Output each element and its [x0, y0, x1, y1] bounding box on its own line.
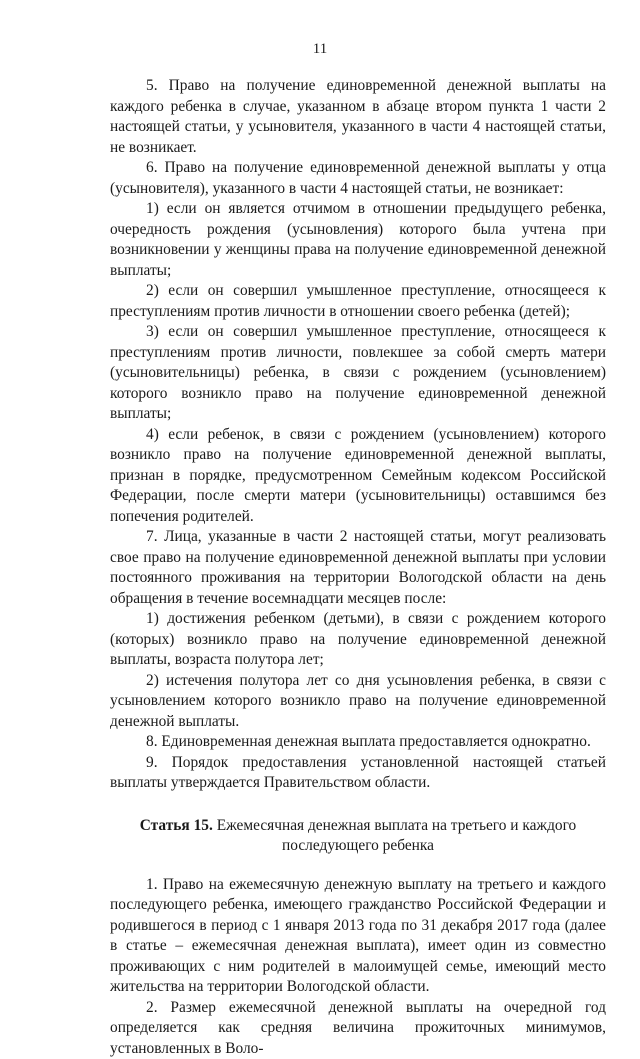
paragraph-article-15-part-1: 1. Право на ежемесячную денежную выплату на третьего и каждого последующего ребенка, имеющего гражданство Российской Федерации и родившегося в период с 1 января 2013 года по 31 декабря 2017 года (далее в статье – ежемесячная денежная выплата), имеет один из совместно проживающих с ним родителей в малоимущей семье, имеющий место жительства на территории Вологодской области.: [110, 875, 606, 998]
paragraph-part-6-item-2: 2) если он совершил умышленное преступление, относящееся к преступлениям против личности в отношении своего ребенка (детей);: [110, 281, 606, 322]
paragraph-part-6-item-3: 3) если он совершил умышленное преступление, относящееся к преступлениям против личности, повлекшее за собой смерть матери (усыновительницы) ребенка, в связи с рождением (усыновлением) которого возникло право на получение единовременной денежной выплаты;: [110, 322, 606, 425]
article-title-line-2: последующего ребенка: [110, 836, 606, 857]
paragraph-part-7-item-1: 1) достижения ребенком (детьми), в связи с рождением которого (которых) возникло право на получение единовременной денежной выплаты, возраста полутора лет;: [110, 609, 606, 671]
page-number: 11: [0, 40, 640, 58]
paragraph-part-7-item-2: 2) истечения полутора лет со дня усыновления ребенка, в связи с усыновлением которого возникло право на получение единовременной денежной выплаты.: [110, 671, 606, 733]
paragraph-part-8: 8. Единовременная денежная выплата предоставляется однократно.: [110, 732, 606, 753]
paragraph-part-6-item-4: 4) если ребенок, в связи с рождением (усыновлением) которого возникло право на получение единовременной денежной выплаты, признан в порядке, предусмотренном Семейным кодексом Российской Федерации, после смерти матери (усыновительницы) оставшимся без попечения родителей.: [110, 425, 606, 528]
paragraph-part-7: 7. Лица, указанные в части 2 настоящей статьи, могут реализовать свое право на получение единовременной денежной выплаты при условии постоянного проживания на территории Вологодской области на день обращения в течение восемнадцати месяцев после:: [110, 527, 606, 609]
paragraph-part-6: 6. Право на получение единовременной денежной выплаты у отца (усыновителя), указанного в части 4 настоящей статьи, не возникает:: [110, 158, 606, 199]
article-label: Статья 15.: [140, 817, 213, 834]
paragraph-article-15-part-2: 2. Размер ежемесячной денежной выплаты на очередной год определяется как средняя величина прожиточных минимумов, установленных в Воло-: [110, 998, 606, 1059]
paragraph-part-5: 5. Право на получение единовременной денежной выплаты на каждого ребенка в случае, указанном в абзаце втором пункта 1 части 2 настоящей статьи, у усыновителя, указанного в части 4 настоящей статьи, не возникает.: [110, 76, 606, 158]
paragraph-part-9: 9. Порядок предоставления установленной настоящей статьей выплаты утверждается Правительством области.: [110, 753, 606, 794]
article-heading: [110, 816, 606, 857]
paragraph-part-6-item-1: 1) если он является отчимом в отношении предыдущего ребенка, очередность рождения (усыновления) которого была учтена при возникновении у женщины права на получение единовременной денежной выплаты;: [110, 199, 606, 281]
document-body: [110, 76, 606, 1059]
article-title-line-1: Ежемесячная денежная выплата на третьего и каждого: [217, 817, 577, 834]
